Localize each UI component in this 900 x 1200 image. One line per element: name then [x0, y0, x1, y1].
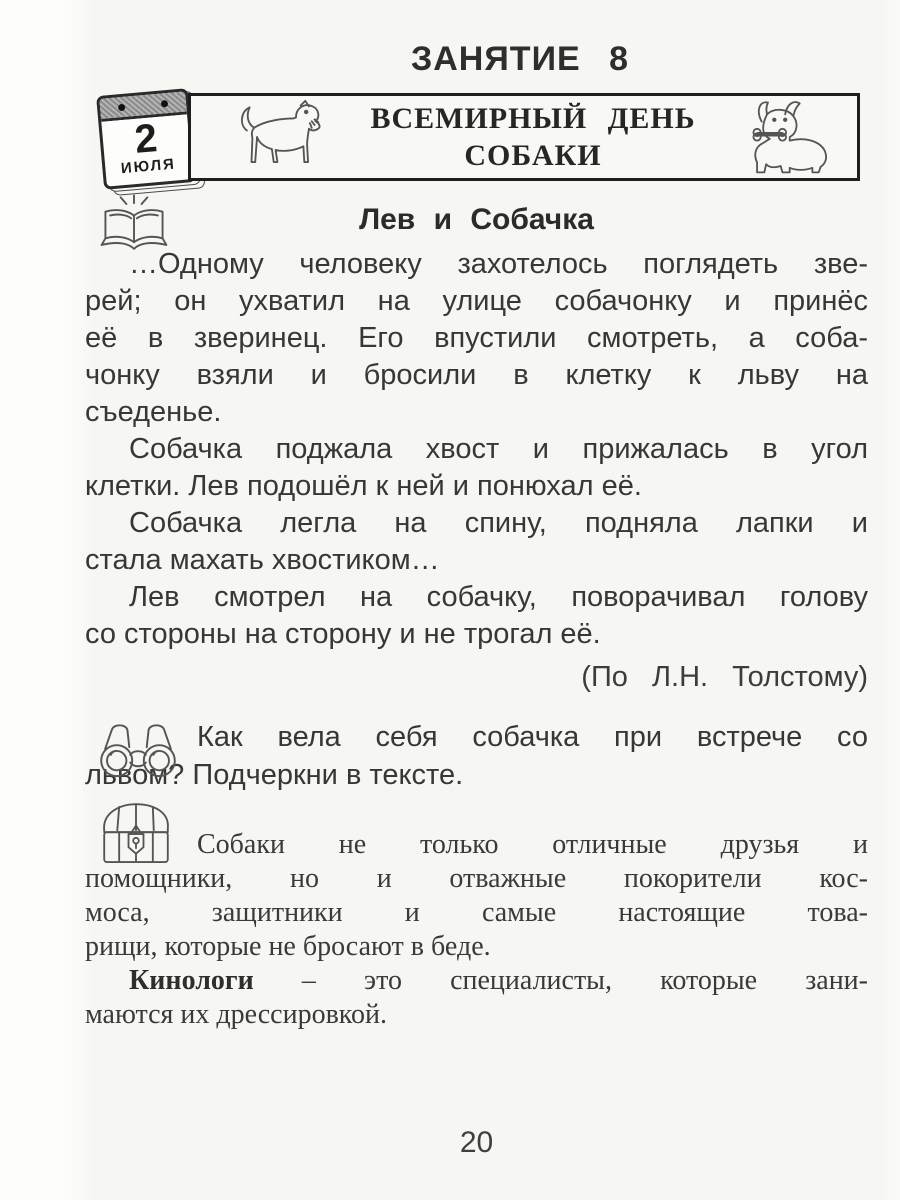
- dog-corgi-with-bone-icon: [731, 98, 843, 176]
- story-text: [85, 246, 868, 653]
- text-line: рей; он ухватил на улице собачонку и принёс: [85, 285, 868, 317]
- text-line: стала махать хвостиком…: [85, 544, 440, 576]
- bold-term: Кинологи: [129, 965, 254, 996]
- text-line: съеденье.: [85, 396, 222, 428]
- text-line: помощники, но и отважные покорители кос-: [85, 863, 868, 894]
- text-line: …Одному человеку захотелось поглядеть зве-: [129, 248, 868, 280]
- text-line: львом? Подчеркни в тексте.: [85, 759, 464, 791]
- fact-text: [85, 828, 868, 1032]
- story-attribution: (По Л.Н. Толстому): [581, 661, 868, 693]
- text-line: чонку взяли и бросили в клетку к льву на: [85, 359, 868, 391]
- text-line: Собачка поджала хвост и прижалась в угол: [129, 433, 868, 465]
- calendar-month: ИЮЛЯ: [120, 155, 177, 178]
- calendar-icon: [96, 88, 196, 190]
- calendar-hole-icon: [118, 103, 126, 111]
- text-line: Собаки не только отличные друзья и: [197, 829, 868, 860]
- banner-title-line2: СОБАКИ: [464, 139, 602, 172]
- text-line: клетки. Лев подошёл к ней и понюхал её.: [85, 470, 642, 502]
- text-line: рищи, которые не бросают в беде.: [85, 931, 491, 962]
- dog-terrier-icon: [231, 99, 335, 175]
- calendar-hole-icon: [161, 99, 169, 107]
- task-section: [85, 718, 868, 794]
- text-line: Лев смотрел на собачку, поворачивал голову: [129, 581, 868, 613]
- text-line: её в зверинец. Его впустили смотреть, а соба-: [85, 322, 868, 354]
- fact-section: [85, 828, 868, 1032]
- task-question: [85, 718, 868, 794]
- lesson-title: ЗАНЯТИЕ 8: [410, 40, 630, 78]
- text-line: Как вела себя собачка при встрече со: [197, 721, 868, 753]
- banner-title: [335, 100, 731, 174]
- text-line: со стороны на сторону и не трогал её.: [85, 618, 601, 650]
- page-number: 20: [459, 1126, 494, 1159]
- binoculars-icon: [91, 720, 185, 780]
- story-attribution-wrap: [85, 653, 868, 694]
- treasure-chest-icon: [93, 796, 179, 874]
- text-line: Собачка легла на спину, подняла лапки и: [129, 507, 868, 539]
- banner-box: [188, 93, 860, 181]
- text-line: моса, защитники и самые настоящие това-: [85, 897, 868, 928]
- text-line: маются их дрессировкой.: [85, 999, 387, 1030]
- story-title: Лев и Собачка: [359, 203, 594, 236]
- text-line: Кинологи – это специалисты, которые зани-: [129, 965, 868, 996]
- calendar-day: 2: [132, 116, 160, 162]
- banner-title-line1: ВСЕМИРНЫЙ ДЕНЬ: [370, 102, 696, 135]
